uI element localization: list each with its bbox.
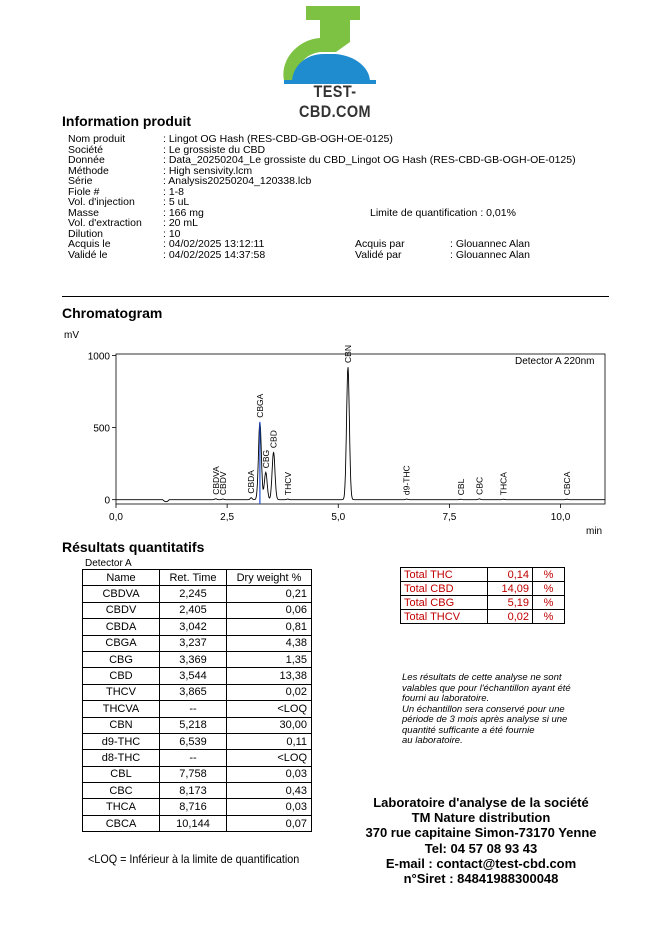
table-row [83,619,312,635]
cell-weight: 4,38 [227,635,312,651]
cell-name: CBN [83,717,160,733]
cell-rt: 3,042 [160,619,227,635]
cell-name: CBG [83,651,160,667]
info-label: Vol. d'extraction [68,217,142,229]
disclaimer-line: fourni au laboratoire. [402,693,490,704]
total-value: 0,14 [488,568,533,582]
cell-weight: 30,00 [227,717,312,733]
total-unit: % [533,568,565,582]
info-label: Masse [68,206,99,219]
info-label: Fiole # [68,185,100,198]
total-label: Total CBD [401,582,488,596]
cell-name: CBD [83,668,160,684]
peak-label: d9-THC [401,465,412,496]
valide-par-value: : Glouannec Alan [450,248,530,261]
table-row [83,635,312,651]
peak-label: CBDV [217,471,228,496]
y-tick-label: 500 [93,423,110,435]
lab-line: 370 rue capitaine Simon-73170 Yenne [365,825,597,841]
cell-name: CBCA [83,815,160,831]
y-axis-label: mV [64,330,79,341]
results-table [82,569,312,832]
disclaimer-line: Les résultats de cette analyse ne sont [402,672,562,683]
chromatogram-chart [60,326,610,541]
acquis-par-value: : Glouannec Alan [450,238,530,250]
cell-name: d9-THC [83,733,160,749]
cell-weight: 0,02 [227,684,312,700]
totals-row [401,582,565,596]
lab-line: Tel: 04 57 08 93 43 [424,840,538,856]
table-row [83,586,312,602]
totals-row [401,610,565,624]
cell-rt: 3,544 [160,668,227,684]
cell-weight: 0,03 [227,766,312,782]
disclaimer-line: période de 3 mois après analyse si une [402,714,568,725]
table-row [83,668,312,684]
cell-rt: 3,865 [160,684,227,700]
info-label: Donnée [68,154,105,166]
loq-note: <LOQ = Inférieur à la limite de quantification [88,852,300,866]
table-row [83,717,312,733]
info-value: : Analysis20250204_120338.lcb [163,175,312,187]
cell-weight: <LOQ [227,701,312,717]
cell-name: THCVA [83,701,160,717]
cell-rt: -- [160,701,227,717]
info-label: Nom produit [68,133,126,145]
lab-info [340,795,622,886]
peak-label: CBGA [254,393,265,418]
table-row [83,750,312,766]
info-label: Vol. d'injection [68,196,135,208]
info-value: : 1-8 [163,185,185,198]
total-unit: % [533,596,565,610]
totals-row [401,568,565,582]
peak-label: CBD [268,430,279,449]
total-label: Total THCV [401,610,488,624]
cell-rt: 3,237 [160,635,227,651]
cell-weight: 13,38 [227,668,312,684]
cell-weight: <LOQ [227,750,312,766]
cell-rt: 5,218 [160,717,227,733]
results-detector-label: Detector A [85,558,132,569]
table-row [83,766,312,782]
cell-name: CBDVA [83,586,160,602]
plot-frame [116,354,605,504]
chromatogram-heading: Chromatogram [62,305,163,321]
cell-name: THCV [83,684,160,700]
peak-label: CBDA [246,470,257,494]
table-row [83,701,312,717]
cell-rt: 8,716 [160,799,227,815]
info-label: Société [68,143,104,156]
peak-label: CBC [474,476,485,495]
cell-weight: 0,06 [227,602,312,618]
info-label: Série [68,175,93,187]
cell-rt: 10,144 [160,815,227,831]
cell-weight: 0,81 [227,619,312,635]
peak-label: THCV [282,471,293,496]
cell-name: CBL [83,766,160,782]
cell-rt: 3,369 [160,651,227,667]
disclaimer-line: au laboratoire. [402,735,463,746]
cell-rt: 8,173 [160,783,227,799]
acquis-par-label: Acquis par [355,238,405,250]
lab-line: TM Nature distribution [411,810,551,826]
totals-row [401,596,565,610]
disclaimer-line: quantité sufficante a été fournie [402,724,535,736]
table-row [83,783,312,799]
total-unit: % [533,582,565,596]
cell-weight: 1,35 [227,651,312,667]
disclaimer-line: valables que pour l'échantillon ayant été [402,682,571,694]
quantification-limit: Limite de quantification : 0,01% [370,206,516,219]
info-label: Validé le [68,248,108,261]
logo-text: TEST-CBD.COM [298,82,372,121]
total-unit: % [533,610,565,624]
results-heading: Résultats quantitatifs [62,539,205,555]
info-label: Acquis le [68,238,111,250]
cell-weight: 0,43 [227,783,312,799]
detector-label: Detector A 220nm [515,356,595,367]
info-value: : 10 [163,227,181,240]
cell-name: THCA [83,799,160,815]
info-label: Dilution [68,227,104,240]
table-row [83,684,312,700]
x-tick-label: 10,0 [550,512,571,523]
peak-label: CBDVA [210,466,221,495]
peak-label: CBG [260,449,271,469]
info-value: : 04/02/2025 13:12:11 [163,238,265,250]
peak-label: CBL [455,478,466,496]
cell-rt: 7,758 [160,766,227,782]
total-value: 0,02 [488,610,533,624]
cell-name: CBDA [83,619,160,635]
info-value: : 04/02/2025 14:37:58 [163,248,266,261]
cell-weight: 0,21 [227,586,312,602]
table-row [83,733,312,749]
column-header: Name [83,570,160,586]
x-tick-label: 0,0 [109,512,123,523]
y-tick-label: 1000 [87,351,110,363]
info-value: : High sensivity.lcm [163,164,253,177]
x-tick-label: 7,5 [442,512,457,523]
peak-label: CBN [342,345,353,363]
cell-weight: 0,11 [227,733,312,749]
x-axis-label: min [586,526,603,537]
column-header: Ret. Time [160,570,227,586]
table-row [83,799,312,815]
info-value: : Data_20250204_Le grossiste du CBD_Lingot OG Hash (RES-CBD-GB-OGH-OE-0125) [163,154,576,166]
total-value: 5,19 [488,596,533,610]
section-divider [62,296,609,297]
totals-table [400,567,565,624]
total-label: Total THC [401,568,488,582]
peak-label: THCA [498,472,509,496]
lab-line: Laboratoire d'analyse de la société [373,795,589,810]
cell-name: CBC [83,783,160,799]
table-header-row [83,570,312,586]
table-row [83,651,312,667]
x-tick-label: 5,0 [331,512,346,523]
info-value: : 166 mg [163,206,204,219]
cell-rt: 2,405 [160,602,227,618]
info-value: : 5 uL [163,196,190,208]
info-label: Méthode [68,164,109,177]
disclaimer-line: Un échantillon sera conservé pour une [402,703,565,715]
info-value: : Le grossiste du CBD [163,143,266,156]
lab-line: n°Siret : 84841988300048 [403,871,559,887]
cell-name: d8-THC [83,750,160,766]
peak-label: CBCA [561,471,572,496]
total-value: 14,09 [488,582,533,596]
cell-weight: 0,07 [227,815,312,831]
y-tick-label: 0 [104,495,110,507]
table-row [83,602,312,618]
total-label: Total CBG [401,596,488,610]
cell-name: CBDV [83,602,160,618]
chromatogram-trace [116,367,605,502]
x-tick-label: 2,5 [220,512,235,523]
cell-rt: 6,539 [160,733,227,749]
cell-name: CBGA [83,635,160,651]
lab-line: E-mail : contact@test-cbd.com [385,855,577,871]
cell-rt: -- [160,750,227,766]
valide-par-label: Validé par [355,248,402,261]
disclaimer-note [402,673,571,747]
column-header: Dry weight % [227,570,312,586]
info-value: : Lingot OG Hash (RES-CBD-GB-OGH-OE-0125) [163,133,393,145]
info-heading: Information produit [62,113,192,129]
info-value: : 20 mL [163,217,199,229]
table-row [83,815,312,831]
cell-rt: 2,245 [160,586,227,602]
cell-weight: 0,03 [227,799,312,815]
